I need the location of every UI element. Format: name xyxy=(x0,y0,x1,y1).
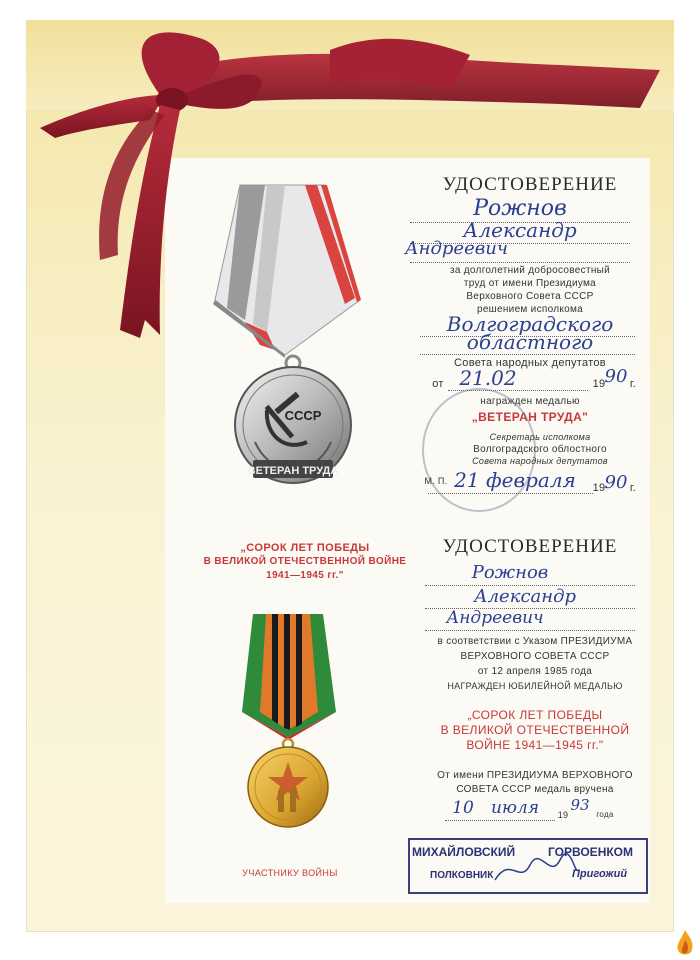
top-certificate-title: УДОСТОВЕРЕНИЕ xyxy=(442,174,618,195)
divider xyxy=(428,493,593,494)
bottom-line-4: НАГРАЖДЕН ЮБИЛЕЙНОЙ МЕДАЛЬЮ xyxy=(447,681,623,691)
bottom-left-title-2: В ВЕЛИКОЙ ОТЕЧЕСТВЕННОЙ ВОЙНЕ xyxy=(203,556,407,567)
top-line-3: Верховного Совета СССР xyxy=(466,291,594,302)
bottom-left-title-1: „СОРОК ЛЕТ ПОБЕДЫ xyxy=(240,542,370,554)
bottom-presented-2: СОВЕТА СССР медаль вручена xyxy=(456,784,614,795)
bottom-date-month: июля xyxy=(491,798,539,818)
top-patronymic: Андреевич xyxy=(405,238,508,259)
bottom-left-footer: УЧАСТНИКУ ВОЙНЫ xyxy=(242,868,338,878)
top-committee-line: Волгоградского облостного xyxy=(473,444,607,455)
top-issue-year-hand: 90 xyxy=(604,472,628,493)
top-council-small: Совета народных депутатов xyxy=(472,456,608,466)
bottom-medal-line-2: В ВЕЛИКОЙ ОТЕЧЕСТВЕННОЙ xyxy=(440,723,630,737)
top-issue-date: 21 февраля xyxy=(454,468,576,492)
bottom-year-hand: 93 xyxy=(570,796,590,814)
forty-years-victory-medal-image xyxy=(238,612,338,842)
top-year-hand: 90 xyxy=(604,366,628,387)
stamp-line-2a: ПОЛКОВНИК xyxy=(430,870,494,881)
top-year-suffix: г. xyxy=(629,378,637,390)
top-line-1: за долголетний добросовестный xyxy=(449,265,611,276)
medal-inscription: ВЕТЕРАН ТРУДА xyxy=(247,465,339,477)
top-issue-year-suffix: г. xyxy=(629,482,637,494)
bottom-patronymic: Андреевич xyxy=(446,608,544,628)
bottom-presented-1: От имени ПРЕЗИДИУМА ВЕРХОВНОГО xyxy=(437,770,633,781)
top-council-line: Совета народных депутатов xyxy=(454,357,606,369)
bottom-year-suffix: года xyxy=(596,810,614,819)
divider xyxy=(445,820,555,821)
veteran-of-labour-medal-image xyxy=(205,180,375,500)
bottom-surname: Рожнов xyxy=(471,562,549,583)
divider xyxy=(410,262,630,263)
top-line-2: труд от имени Президиума xyxy=(463,278,597,289)
divider xyxy=(425,630,635,631)
stamp-line-1b: ГОРВОЕНКОМ xyxy=(548,845,634,859)
bottom-year-prefix: 19 xyxy=(557,810,569,820)
signature-scribble xyxy=(490,850,580,890)
bottom-medal-line-1: „СОРОК ЛЕТ ПОБЕДЫ xyxy=(467,708,603,722)
bottom-left-title-3: 1941—1945 гг." xyxy=(266,570,344,581)
bottom-first-name: Александр xyxy=(473,586,577,607)
bottom-line-1: в соответствии с Указом ПРЕЗИДИУМА xyxy=(437,636,633,647)
stamp-line-1a: МИХАЙЛОВСКИЙ xyxy=(412,845,516,859)
top-first-name: Александр xyxy=(463,218,577,242)
medal-emblem-text: СССР xyxy=(284,408,322,423)
top-awarded-line: награжден медалью xyxy=(480,396,580,407)
top-surname: Рожнов xyxy=(473,196,567,221)
top-authority-2: областного xyxy=(466,330,594,354)
bottom-medal-line-3: ВОЙНЕ 1941—1945 гг." xyxy=(466,738,604,752)
flame-logo-icon xyxy=(672,928,698,958)
bottom-line-3: от 12 апреля 1985 года xyxy=(477,666,593,677)
top-date-prefix: от xyxy=(432,378,444,390)
bottom-line-2: ВЕРХОВНОГО СОВЕТА СССР xyxy=(460,651,610,662)
stamp-line-2b: Пригожий xyxy=(572,868,628,880)
bottom-date-day: 10 xyxy=(452,798,474,818)
top-line-4: решением исполкома xyxy=(476,304,584,315)
top-issue-year-prefix: 19 xyxy=(592,482,606,494)
top-date-hand: 21.02 xyxy=(459,366,517,390)
bottom-certificate-title: УДОСТОВЕРЕНИЕ xyxy=(442,536,618,557)
divider xyxy=(420,354,635,355)
top-medal-name: „ВЕТЕРАН ТРУДА" xyxy=(471,410,589,424)
top-mp-label: М. П. xyxy=(424,476,448,486)
top-year-prefix: 19 xyxy=(592,378,606,390)
top-authority-1: Волгоградского xyxy=(446,312,614,336)
top-secretary-line: Секретарь исполкома xyxy=(489,432,591,442)
